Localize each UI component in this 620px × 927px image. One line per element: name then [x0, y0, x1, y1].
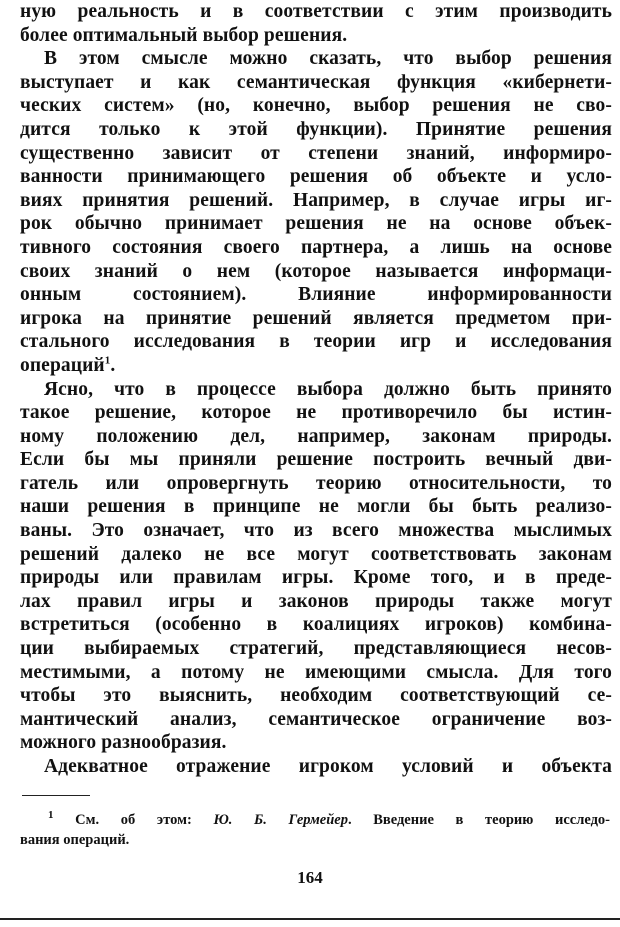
text-line-content: можного разнообразия. — [20, 732, 227, 754]
text-line-content: встретиться (особенно в коалициях игроков) комбина- — [20, 614, 612, 636]
text-line-content: ции выбираемых стратегий, представляющиеся несов- — [20, 638, 612, 660]
text-line — [20, 330, 612, 354]
text-line-content: более оптимальный выбор решения. — [20, 24, 348, 46]
text-line-content: операций — [20, 354, 105, 376]
text-line — [20, 637, 612, 661]
text-line-content: ванности принимающего решения об объекте и усло- — [20, 166, 612, 188]
text-line-content: природы или правилам игры. Кроме того, и в преде- — [20, 567, 612, 589]
text-line-content: существенно зависит от степени знаний, информиро- — [20, 142, 612, 164]
text-line — [20, 24, 612, 48]
text-line — [20, 425, 612, 449]
text-line — [20, 472, 612, 496]
text-line — [20, 684, 612, 708]
text-line-content: игрока на принятие решений является предметом при- — [20, 307, 612, 329]
text-line — [20, 519, 612, 543]
text-line — [20, 260, 612, 284]
text-line-content: мантический анализ, семантическое ограничение воз- — [20, 708, 612, 730]
text-line-content: своих знаний о нем (которое называется информаци- — [20, 260, 612, 282]
text-line — [20, 142, 612, 166]
text-line-content: ческих систем» (но, конечно, выбор решения не сво- — [20, 95, 612, 117]
text-line-content: ную реальность и в соответствии с этим производить — [20, 1, 612, 22]
text-line-content: гатель или опровергнуть теорию относительности, то — [20, 472, 612, 494]
text-line — [20, 378, 612, 402]
text-line-content: дится только к этой функции). Принятие решения — [20, 118, 612, 140]
footnote-text: См. об этом: — [75, 812, 214, 828]
text-line — [20, 283, 612, 307]
footnote-marker: 1 — [48, 809, 54, 822]
text-line-content: онным состоянием). Влияние информированности — [20, 284, 612, 306]
text-line — [20, 448, 612, 472]
text-line — [20, 307, 612, 331]
text-line — [20, 731, 612, 755]
text-line — [20, 0, 612, 24]
text-line — [20, 543, 612, 567]
footnote-author: Ю. Б. Гермейер — [213, 812, 348, 828]
text-line — [20, 118, 612, 142]
text-line-content: выступает и как семантическая функция «кибернети- — [20, 71, 612, 93]
text-line — [20, 661, 612, 685]
text-line — [20, 71, 612, 95]
text-line — [20, 495, 612, 519]
text-line-content: местимыми, а потому не имеющими смысла. Для того — [20, 661, 612, 683]
text-line-content: чтобы это выяснить, необходим соответствующий се- — [20, 685, 612, 707]
text-line-content: ному положению дел, например, законам природы. — [20, 425, 612, 447]
text-line — [20, 401, 612, 425]
text-line: операций$^1$. — [20, 354, 116, 376]
text-line-content: такое решение, которое не противоречило бы истин- — [20, 402, 612, 424]
text-line-content: тивного состояния своего партнера, а лишь на основе — [20, 236, 612, 258]
text-line-content: В этом смысле можно сказать, что выбор решения — [44, 48, 612, 70]
text-line — [20, 590, 612, 614]
text-line — [20, 613, 612, 637]
page-bottom-rule — [0, 918, 620, 920]
footnote-divider — [22, 795, 90, 796]
text-line-content: Если бы мы приняли решение построить вечный дви- — [20, 449, 612, 471]
footnote — [20, 810, 610, 850]
text-line-content: наши решения в принципе не могли бы быть реализо- — [20, 496, 612, 518]
text-line-content: Ясно, что в процессе выбора должно быть принято — [44, 378, 612, 400]
text-line-content: ваны. Это означает, что из всего множества мыслимых — [20, 520, 612, 542]
text-line — [20, 566, 612, 590]
text-line-content: рок обычно принимает решения не на основе объек- — [20, 213, 612, 235]
page-number: 164 — [297, 868, 323, 887]
text-line-content: Адекватное отражение игроком условий и объекта — [44, 756, 612, 777]
text-line — [20, 236, 612, 260]
footnote-text: вания операций. — [20, 832, 130, 848]
text-line — [20, 94, 612, 118]
text-line — [20, 165, 612, 189]
text-line-content: стального исследования в теории игр и исследования — [20, 331, 612, 353]
footnote-text: . Введение в теорию исследо- — [347, 812, 610, 828]
text-line — [20, 189, 612, 213]
text-line-content: решений далеко не все могут соответствовать законам — [20, 543, 612, 565]
body-text — [20, 0, 612, 779]
text-line-content: виях принятия решений. Например, в случае игры иг- — [20, 189, 612, 211]
text-line — [20, 708, 612, 732]
text-line — [20, 47, 612, 71]
text-line-content: лах правил игры и законов природы также могут — [20, 590, 612, 612]
footnote-reference[interactable]: 1 — [104, 354, 111, 367]
text-line — [20, 212, 612, 236]
text-line — [20, 755, 612, 779]
